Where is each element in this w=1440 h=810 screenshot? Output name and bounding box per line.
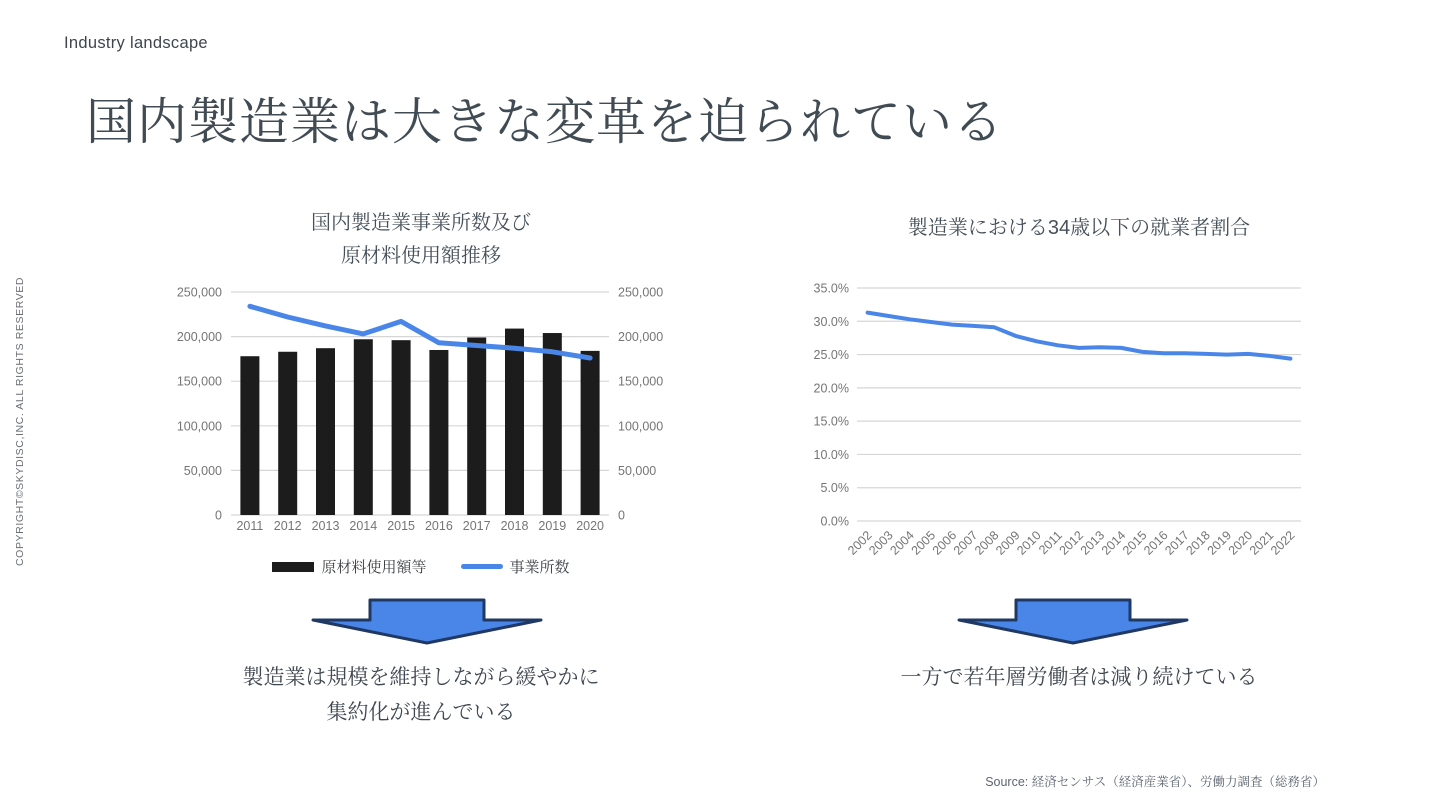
left-chart-svg (163, 284, 675, 536)
left-caption-line2: 集約化が進んでいる (326, 701, 516, 724)
left-caption (153, 660, 689, 730)
svg-text:2022: 2022 (1267, 528, 1298, 558)
svg-text:30.0%: 30.0% (813, 314, 849, 329)
right-chart-title: 製造業における34歳以下の就業者割合 (907, 217, 1251, 239)
line-series-swatch (461, 564, 503, 569)
source-note: Source: 経済センサス（経済産業省）、労働力調査（総務省） (985, 775, 1325, 789)
svg-text:2006: 2006 (929, 528, 960, 558)
svg-text:150,000: 150,000 (618, 374, 664, 389)
svg-text:2005: 2005 (908, 528, 939, 558)
svg-text:2009: 2009 (993, 528, 1023, 558)
bar-series-swatch (272, 562, 314, 572)
svg-text:200,000: 200,000 (176, 330, 222, 345)
svg-text:10.0%: 10.0% (813, 447, 849, 462)
down-arrow-icon (957, 598, 1189, 646)
legend-item-materials (272, 556, 426, 577)
svg-text:2012: 2012 (1056, 528, 1087, 558)
svg-text:2015: 2015 (1119, 528, 1150, 558)
svg-text:2016: 2016 (424, 519, 453, 533)
svg-text:2010: 2010 (1014, 528, 1044, 558)
svg-text:100,000: 100,000 (618, 419, 664, 434)
svg-text:2011: 2011 (236, 519, 264, 533)
svg-text:100,000: 100,000 (176, 419, 222, 434)
svg-text:2013: 2013 (311, 519, 340, 533)
svg-text:2014: 2014 (349, 519, 378, 533)
left-caption-line1: 製造業は規模を維持しながら緩やかに (242, 666, 600, 689)
svg-text:50,000: 50,000 (183, 463, 222, 478)
right-chart-svg (793, 280, 1313, 580)
svg-text:2011: 2011 (1036, 528, 1065, 558)
right-caption: 一方で若年層労働者は減り続けている (900, 666, 1258, 689)
legend-label-establishments: 事業所数 (509, 559, 570, 576)
svg-text:2014: 2014 (1098, 528, 1129, 558)
svg-text:2018: 2018 (500, 519, 529, 533)
svg-text:2015: 2015 (387, 519, 416, 533)
svg-text:2017: 2017 (1162, 528, 1192, 558)
legend-item-establishments (461, 556, 570, 577)
svg-text:2017: 2017 (462, 519, 491, 533)
left-chart-title-line2: 原材料使用額推移 (341, 245, 501, 267)
svg-text:5.0%: 5.0% (820, 481, 849, 496)
svg-text:0: 0 (215, 508, 222, 523)
slide-eyebrow: Industry landscape (64, 34, 208, 52)
svg-text:50,000: 50,000 (618, 463, 657, 478)
svg-text:250,000: 250,000 (618, 285, 664, 300)
svg-text:2007: 2007 (950, 528, 981, 558)
page-title: 国内製造業は大きな変革を迫られている (86, 94, 1004, 150)
svg-text:0: 0 (618, 508, 625, 523)
svg-text:2003: 2003 (866, 528, 896, 558)
left-chart-legend (165, 556, 677, 577)
down-arrow-icon (311, 598, 543, 646)
svg-text:150,000: 150,000 (176, 374, 222, 389)
svg-text:15.0%: 15.0% (813, 414, 849, 429)
svg-text:2019: 2019 (1204, 528, 1235, 558)
svg-text:2019: 2019 (538, 519, 567, 533)
svg-text:2004: 2004 (887, 528, 917, 558)
svg-text:2020: 2020 (1225, 528, 1256, 558)
legend-label-materials: 原材料使用額等 (321, 559, 427, 576)
svg-text:20.0%: 20.0% (813, 381, 849, 396)
copyright-text: COPYRIGHT©SKYDISC,INC. ALL RIGHTS RESERVED (14, 276, 26, 566)
svg-text:2021: 2021 (1246, 528, 1277, 558)
svg-text:2013: 2013 (1077, 528, 1108, 558)
svg-text:0.0%: 0.0% (820, 514, 849, 529)
svg-text:2002: 2002 (845, 528, 875, 558)
svg-text:250,000: 250,000 (176, 285, 222, 300)
svg-text:2012: 2012 (273, 519, 302, 533)
svg-text:2016: 2016 (1141, 528, 1171, 558)
left-chart-title (165, 207, 677, 273)
left-chart-title-line1: 国内製造業事業所数及び (311, 212, 531, 234)
svg-text:25.0%: 25.0% (813, 348, 849, 363)
svg-text:2020: 2020 (576, 519, 605, 533)
svg-text:2008: 2008 (971, 528, 1002, 558)
svg-text:2018: 2018 (1183, 528, 1213, 558)
svg-text:200,000: 200,000 (618, 330, 664, 345)
svg-text:35.0%: 35.0% (813, 281, 849, 296)
